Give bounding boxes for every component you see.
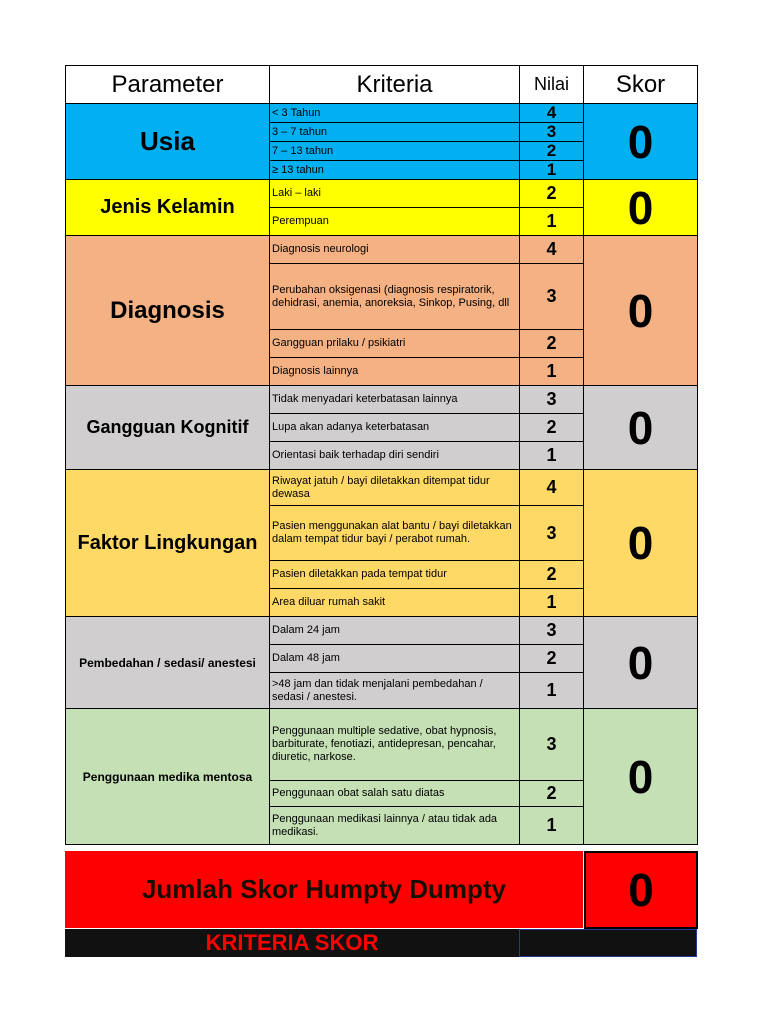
usia-label: Usia: [66, 104, 270, 180]
diagnosis-kriteria: Diagnosis lainnya: [270, 358, 520, 386]
kognitif-label: Gangguan Kognitif: [66, 386, 270, 470]
usia-nilai: 3: [520, 123, 584, 142]
jenis-kelamin-label: Jenis Kelamin: [66, 180, 270, 236]
kognitif-kriteria: Orientasi baik terhadap diri sendiri: [270, 442, 520, 470]
pembedahan-label: Pembedahan / sedasi/ anestesi: [66, 617, 270, 709]
diagnosis-row: [66, 236, 698, 264]
medika-row: [66, 709, 698, 781]
kognitif-kriteria: Tidak menyadari keterbatasan lainnya: [270, 386, 520, 414]
lingkungan-kriteria: Pasien menggunakan alat bantu / bayi diletakkan dalam tempat tidur bayi / perabot rumah.: [270, 506, 520, 561]
kognitif-nilai: 3: [520, 386, 584, 414]
kognitif-kriteria: Lupa akan adanya keterbatasan: [270, 414, 520, 442]
jenis-kelamin-kriteria: Perempuan: [270, 208, 520, 236]
diagnosis-nilai: 1: [520, 358, 584, 386]
header-parameter: Parameter: [66, 66, 270, 104]
kognitif-nilai: 2: [520, 414, 584, 442]
medika-nilai: 2: [520, 781, 584, 807]
usia-skor: 0: [584, 104, 698, 180]
diagnosis-nilai: 2: [520, 330, 584, 358]
usia-kriteria: < 3 Tahun: [270, 104, 520, 123]
pembedahan-kriteria: Dalam 24 jam: [270, 617, 520, 645]
diagnosis-skor: 0: [584, 236, 698, 386]
humpty-dumpty-table: [65, 65, 698, 845]
kognitif-nilai: 1: [520, 442, 584, 470]
lingkungan-row: [66, 470, 698, 506]
pembedahan-kriteria: Dalam 48 jam: [270, 645, 520, 673]
kriteria-skor-label: KRITERIA SKOR: [205, 930, 379, 955]
header-skor: Skor: [584, 66, 698, 104]
pembedahan-nilai: 3: [520, 617, 584, 645]
lingkungan-skor: 0: [584, 470, 698, 617]
usia-nilai: 1: [520, 161, 584, 180]
lingkungan-kriteria: Pasien diletakkan pada tempat tidur: [270, 561, 520, 589]
jenis-kelamin-nilai: 1: [520, 208, 584, 236]
header-nilai: Nilai: [520, 66, 584, 104]
pembedahan-nilai: 2: [520, 645, 584, 673]
usia-kriteria: ≥ 13 tahun: [270, 161, 520, 180]
total-label: Jumlah Skor Humpty Dumpty: [65, 851, 583, 928]
medika-kriteria: Penggunaan medikasi lainnya / atau tidak ada medikasi.: [270, 807, 520, 845]
lingkungan-label: Faktor Lingkungan: [66, 470, 270, 617]
lingkungan-nilai: 4: [520, 470, 584, 506]
diagnosis-nilai: 3: [520, 264, 584, 330]
lingkungan-kriteria: Riwayat jatuh / bayi diletakkan ditempat tidur dewasa: [270, 470, 520, 506]
total-score: 0: [584, 851, 698, 929]
usia-kriteria: 3 – 7 tahun: [270, 123, 520, 142]
footer-bar: [65, 929, 697, 957]
pembedahan-row: [66, 617, 698, 645]
header-kriteria: Kriteria: [270, 66, 520, 104]
footer-score-box: [519, 929, 697, 957]
medika-skor: 0: [584, 709, 698, 845]
header-row: [66, 66, 698, 104]
usia-nilai: 2: [520, 142, 584, 161]
lingkungan-nilai: 2: [520, 561, 584, 589]
pembedahan-skor: 0: [584, 617, 698, 709]
jenis-kelamin-nilai: 2: [520, 180, 584, 208]
diagnosis-kriteria: Gangguan prilaku / psikiatri: [270, 330, 520, 358]
lingkungan-nilai: 3: [520, 506, 584, 561]
jenis-kelamin-kriteria: Laki – laki: [270, 180, 520, 208]
lingkungan-kriteria: Area diluar rumah sakit: [270, 589, 520, 617]
usia-row: [66, 104, 698, 123]
pembedahan-nilai: 1: [520, 673, 584, 709]
usia-nilai: 4: [520, 104, 584, 123]
jenis-kelamin-skor: 0: [584, 180, 698, 236]
lingkungan-nilai: 1: [520, 589, 584, 617]
medika-label: Penggunaan medika mentosa: [66, 709, 270, 845]
diagnosis-kriteria: Perubahan oksigenasi (diagnosis respiratorik, dehidrasi, anemia, anoreksia, Sinkop, Pusing, dll: [270, 264, 520, 330]
diagnosis-label: Diagnosis: [66, 236, 270, 386]
diagnosis-kriteria: Diagnosis neurologi: [270, 236, 520, 264]
medika-kriteria: Penggunaan obat salah satu diatas: [270, 781, 520, 807]
kognitif-skor: 0: [584, 386, 698, 470]
usia-kriteria: 7 – 13 tahun: [270, 142, 520, 161]
medika-nilai: 1: [520, 807, 584, 845]
pembedahan-kriteria: >48 jam dan tidak menjalani pembedahan / sedasi / anestesi.: [270, 673, 520, 709]
medika-kriteria: Penggunaan multiple sedative, obat hypnosis, barbiturate, fenotiazi, antidepresan, pencahar, diuretic, narkose.: [270, 709, 520, 781]
kognitif-row: [66, 386, 698, 414]
jenis-kelamin-row: [66, 180, 698, 208]
medika-nilai: 3: [520, 709, 584, 781]
diagnosis-nilai: 4: [520, 236, 584, 264]
